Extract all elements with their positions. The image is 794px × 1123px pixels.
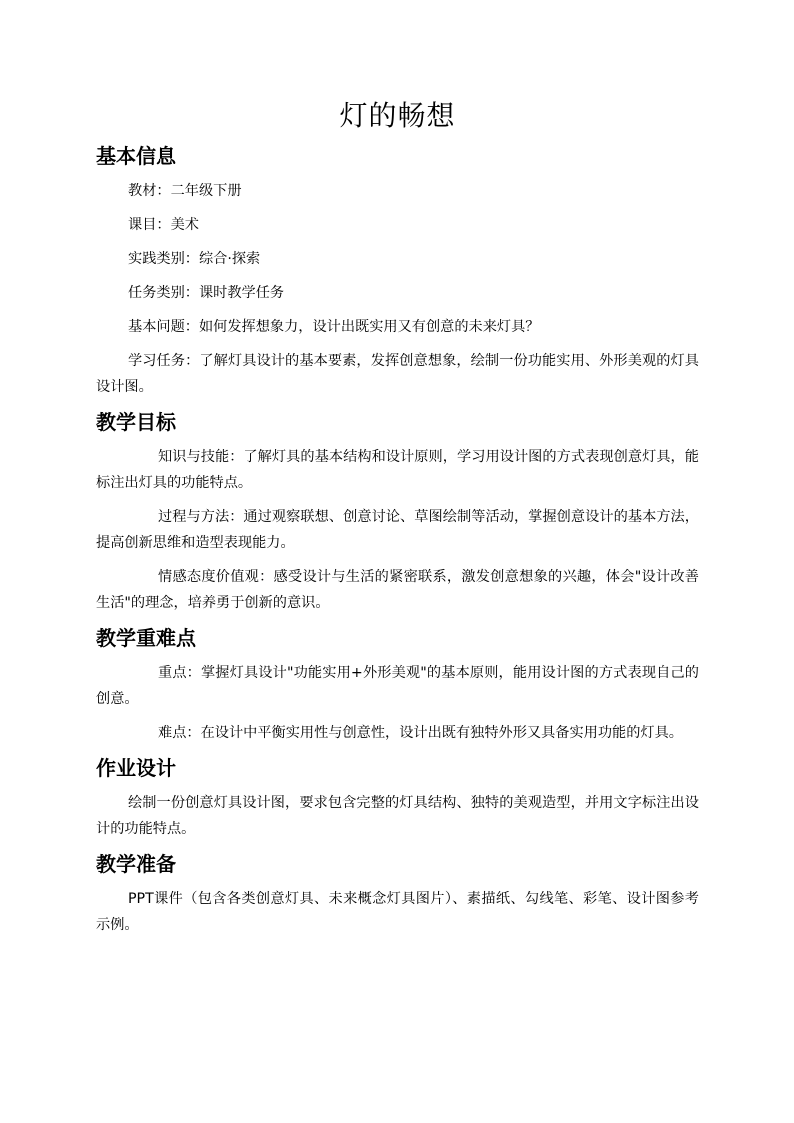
goal-process-methods: 过程与方法：通过观察联想、创意讨论、草图绘制等活动，掌握创意设计的基本方法，提高创新思维和造型表现能力。 [96,509,699,551]
section-heading-preparation: 教学准备 [96,852,176,876]
preparation-text: PPT课件（包含各类创意灯具、未来概念灯具图片）、素描纸、勾线笔、彩笔、设计图参考示例。 [96,891,699,933]
difficult-point: 难点：在设计中平衡实用性与创意性，设计出既有独特外形又具备实用功能的灯具。 [158,725,683,741]
section-preparation [96,850,699,938]
section-basic-info [96,142,699,400]
basic-info-subject: 课目：美术 [128,217,199,233]
section-heading-homework: 作业设计 [96,756,176,780]
basic-info-task-type: 任务类别：课时教学任务 [128,285,285,301]
basic-info-textbook: 教材：二年级下册 [128,183,242,199]
section-key-difficult-points [96,624,699,746]
key-point: 重点：掌握灯具设计"功能实用+外形美观"的基本原则，能用设计图的方式表现自己的创意。 [96,665,699,707]
section-teaching-goals [96,408,699,616]
basic-info-question: 基本问题：如何发挥想象力，设计出既实用又有创意的未来灯具？ [128,319,540,335]
document-title: 灯的畅想 [339,99,456,132]
section-homework [96,754,699,842]
section-heading-key-points: 教学重难点 [96,626,196,650]
section-heading-teaching-goals: 教学目标 [96,410,176,434]
basic-info-practice-type: 实践类别：综合·探索 [128,251,261,267]
goal-attitude-values: 情感态度价值观：感受设计与生活的紧密联系，激发创意想象的兴趣，体会"设计改善生活"的理念，培养勇于创新的意识。 [96,569,699,611]
section-heading-basic-info: 基本信息 [96,144,176,168]
document-page [96,96,699,946]
basic-info-learning-task: 学习任务：了解灯具设计的基本要素，发挥创意想象，绘制一份功能实用、外形美观的灯具设计图。 [96,353,699,395]
homework-text: 绘制一份创意灯具设计图，要求包含完整的灯具结构、独特的美观造型，并用文字标注出设计的功能特点。 [96,795,699,837]
goal-knowledge-skills: 知识与技能：了解灯具的基本结构和设计原则，学习用设计图的方式表现创意灯具，能标注出灯具的功能特点。 [96,449,699,491]
